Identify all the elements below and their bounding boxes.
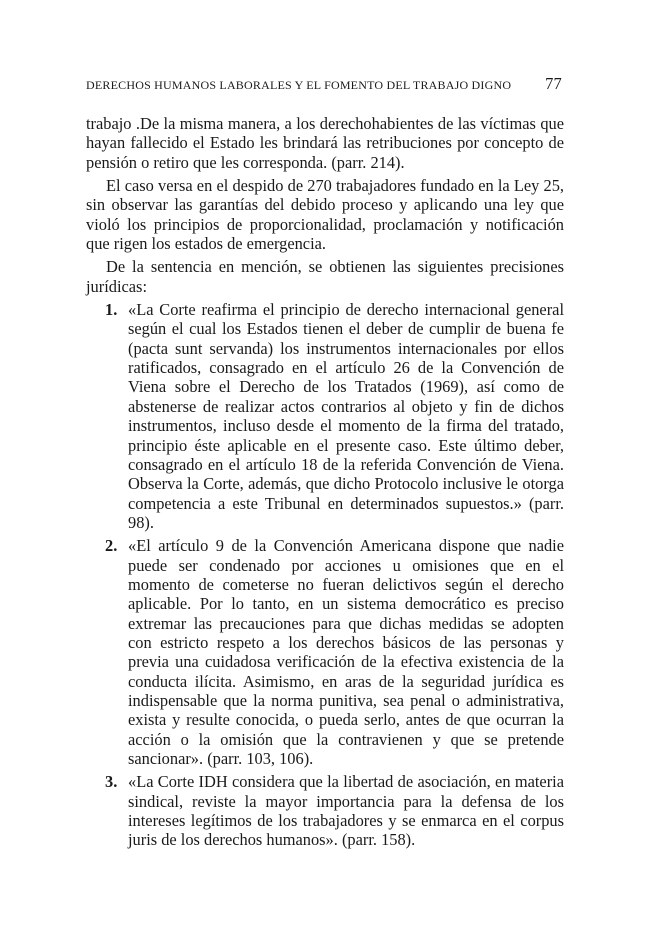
list-item — [86, 772, 564, 849]
paragraph-case-summary: El caso versa en el despido de 270 trabajadores fundado en la Ley 25, sin observar las garantías del debido proceso y aplicando una ley que violó los principios de proporcionalidad, proclamación y notificación que rigen los estados de emergencia. — [86, 176, 564, 254]
list-item — [86, 536, 564, 768]
paragraph-list-intro: De la sentencia en mención, se obtienen las siguientes precisiones jurídicas: — [86, 257, 564, 296]
running-title: DERECHOS HUMANOS LABORALES Y EL FOMENTO DEL TRABAJO DIGNO — [86, 78, 512, 92]
book-page — [86, 74, 564, 854]
list-item-text: «La Corte IDH considera que la libertad de asociación, en materia sindical, reviste la mayor importancia para la defensa de los intereses legítimos de los trabajadores y se enmarca en el corpus juris de los derechos humanos». (parr. 158). — [128, 772, 564, 850]
list-item-number: 2. — [105, 536, 118, 556]
numbered-quote-list — [86, 300, 564, 850]
paragraph-continuation: trabajo .De la misma manera, a los derechohabientes de las víctimas que hayan fallecido el Estado les brindará las retribuciones por concepto de pensión o retiro que les corresponda. (parr. 214). — [86, 114, 564, 172]
list-item-text: «El artículo 9 de la Convención Americana dispone que nadie puede ser condenado por acciones u omisiones que en el momento de cometerse no fueran delictivos según el derecho aplicable. Por lo tanto, en un sistema democrático es preciso extremar las precauciones para que dichas medidas se adopten con estricto respeto a los derechos básicos de las personas y previa una cuidadosa verificación de la efectiva existencia de la conducta ilícita. Asimismo, en aras de la seguridad jurídica es indispensable que la norma punitiva, sea penal o administrativa, exista y resulte conocida, o pueda serlo, antes de que ocurran la acción o la omisión que la contravienen y que se pretende sancionar». (parr. 103, 106). — [128, 536, 564, 768]
list-item-number: 1. — [105, 300, 118, 320]
body-text — [86, 114, 564, 850]
list-item-text: «La Corte reafirma el principio de derecho internacional general según el cual los Estados tienen el deber de cumplir de buena fe (pacta sunt servanda) los instrumentos internacionales por ellos ratificados, consagrado en el artículo 26 de la Convención de Viena sobre el Derecho de los Tratados (1969), así como de abstenerse de realizar actos contrarios al objeto y fin de dichos instrumentos, incluso desde el momento de la firma del tratado, principio éste aplicable en el presente caso. Este último deber, consagrado en el artículo 18 de la referida Convención de Viena. Observa la Corte, además, que dicho Protocolo inclusive le otorga competencia a este Tribunal en determinados supuestos.» (parr. 98). — [128, 300, 564, 532]
list-item-number: 3. — [105, 772, 118, 792]
page-number: 77 — [545, 74, 562, 93]
list-item — [86, 300, 564, 532]
running-header — [86, 74, 564, 106]
